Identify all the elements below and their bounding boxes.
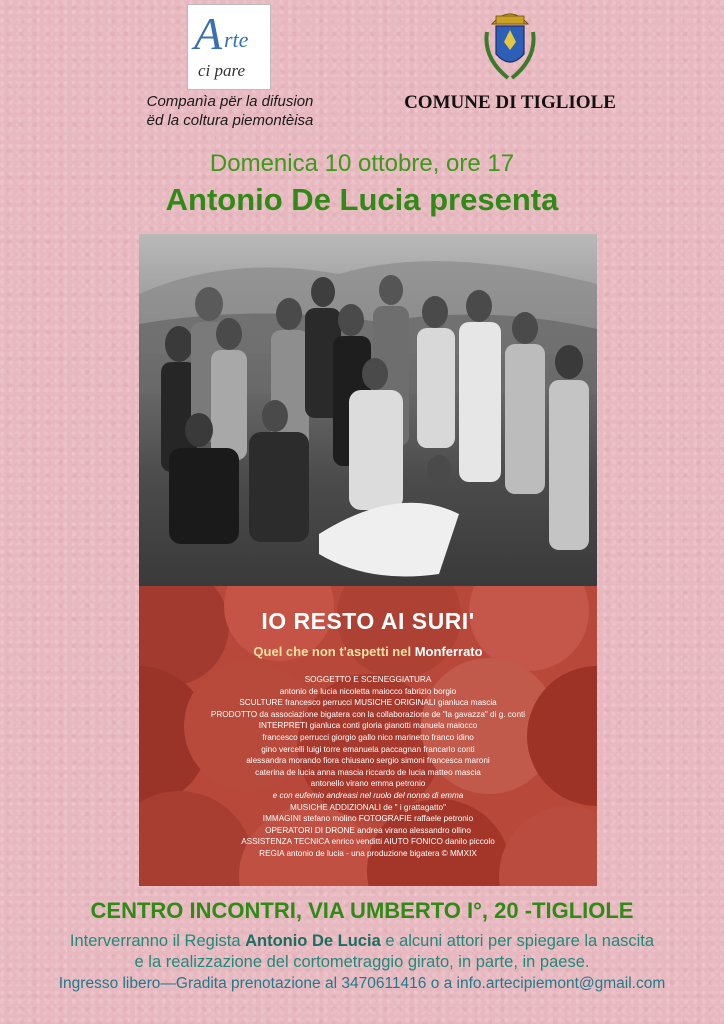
film-subtitle-part-a: Quel che non t'aspetti nel xyxy=(253,644,415,659)
credit-line: SOGGETTO E SCENEGGIATURA xyxy=(304,675,432,684)
credit-line: caterina de lucia anna mascia riccardo de lucia matteo mascia xyxy=(255,767,481,777)
credit-line: gino vercelli luigi torre emanuela paccagnan francarlo conti xyxy=(261,744,475,754)
cast-group-photo xyxy=(139,234,597,586)
event-description-line-1 xyxy=(0,932,724,951)
description-text: Interverranno il Regista xyxy=(69,932,246,950)
film-credits xyxy=(139,674,597,860)
credit-line: e con eufemio andreasi nel ruolo del nonno di emma xyxy=(272,790,464,800)
logo-subtitle: ci pare xyxy=(198,61,246,80)
credit-line: OPERATORI DI DRONE andrea virano alessandro ollino xyxy=(265,825,471,835)
logo-letter: A xyxy=(194,8,223,59)
film-poster-credits xyxy=(139,586,597,886)
booking-info: Ingresso libero—Gradita prenotazione al 3470611416 o a info.artecipiemont@gmail.com xyxy=(58,975,666,992)
company-line-2: ëd la coltura piemontèisa xyxy=(146,112,314,129)
tigliole-crest-icon xyxy=(482,2,538,86)
credit-line: ASSISTENZA TECNICA enrico venditti AIUTO FONICO danilo piccolo xyxy=(241,837,495,847)
event-venue: CENTRO INCONTRI, VIA UMBERTO I°, 20 -TIGLIOLE xyxy=(90,898,634,923)
description-text: e alcuni attori per spiegare la nascita xyxy=(380,932,655,950)
credit-line: antonello virano emma petronio xyxy=(310,779,426,789)
credit-line: SCULTURE francesco perrucci MUSICHE ORIGINALI gianluca mascia xyxy=(239,698,497,708)
credit-line: MUSICHE ADDIZIONALI de " i grattagatto" xyxy=(290,802,446,812)
arte-ci-pare-logo xyxy=(187,4,271,90)
credit-line: antonio de lucia nicoletta maiocco fabrizio borgio xyxy=(279,686,457,696)
comune-title: COMUNE DI TIGLIOLE xyxy=(404,92,616,113)
film-title: IO RESTO AI SURI' xyxy=(261,608,475,634)
credit-line: REGIA antonio de lucia - una produzione bigatera © MMXIX xyxy=(259,848,477,858)
event-date: Domenica 10 ottobre, ore 17 xyxy=(209,150,515,177)
credit-line: alessandra morando fiora chiusano sergio simoni francesca maroni xyxy=(246,756,490,766)
logo-word: rte xyxy=(224,27,249,52)
company-tagline xyxy=(110,92,350,130)
credit-line: IMMAGINI stefano molino FOTOGRAFIE raffaele petronio xyxy=(262,814,474,824)
credit-line: francesco perrucci giorgio gallo nico marinetto franco idino xyxy=(262,732,474,742)
credit-line: INTERPRETI gianluca conti gloria gianotti manuela maiocco xyxy=(258,721,478,731)
film-subtitle xyxy=(139,644,597,659)
event-description-line-2: e la realizzazione del cortometraggio girato, in parte, in paese. xyxy=(134,953,590,971)
company-line-1: Companìa për la difusion xyxy=(146,93,314,110)
director-name: Antonio De Lucia xyxy=(245,932,381,950)
film-subtitle-part-b: Monferrato xyxy=(414,644,483,659)
credit-line: PRODOTTO da associazione bigatera con la collaborazione de "la gavazza" di g. conti xyxy=(210,709,526,719)
event-presenter: Antonio De Lucia presenta xyxy=(165,182,559,217)
